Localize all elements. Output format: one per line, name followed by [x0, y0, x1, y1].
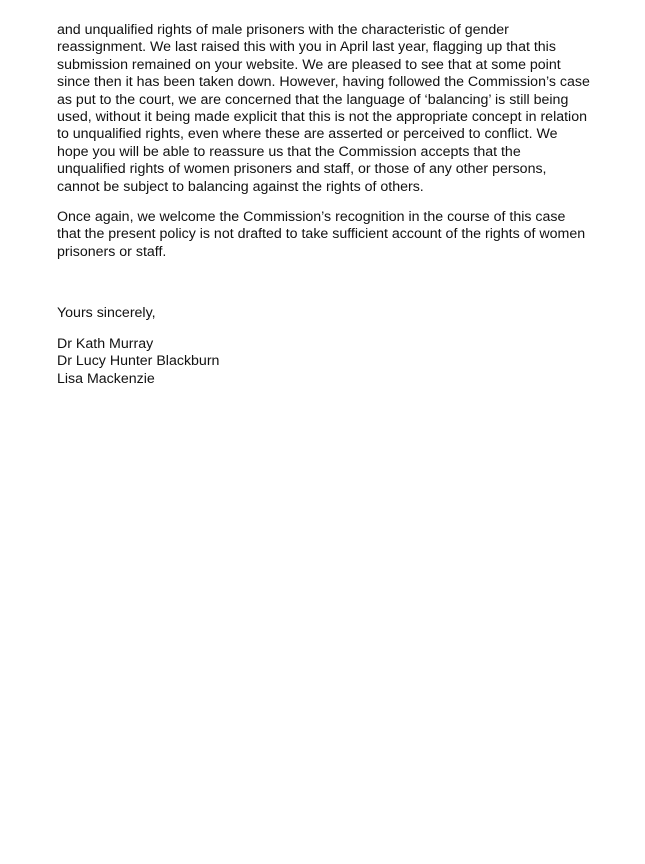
signatory-name: Dr Lucy Hunter Blackburn [57, 353, 220, 370]
closing-salutation: Yours sincerely, [57, 305, 156, 322]
body-paragraph: and unqualified rights of male prisoners with the characteristic of gender reassignment. We last raised this with you in April last year, flagging up that this submission remained on your website. We are pleased to see that at some point since then it has been taken down. However, having followed the Commission’s case as put to the court, we are concerned that the language of ‘balancing’ is still being used, without it being made explicit that this is not the appropriate concept in relation to unqualified rights, even where these are asserted or perceived to conflict. We hope you will be able to reassure us that the Commission accepts that the unqualified rights of women prisoners and staff, or those of any other persons, cannot be subject to balancing against the rights of others. [57, 22, 590, 195]
body-paragraph: Once again, we welcome the Commission’s recognition in the course of this case that the present policy is not drafted to take sufficient account of the rights of women prisoners or staff. [57, 209, 586, 260]
letter-page [57, 22, 592, 388]
signatory-name: Dr Kath Murray [57, 335, 154, 352]
signatories-block [57, 336, 592, 388]
signatory-name: Lisa Mackenzie [57, 370, 155, 387]
